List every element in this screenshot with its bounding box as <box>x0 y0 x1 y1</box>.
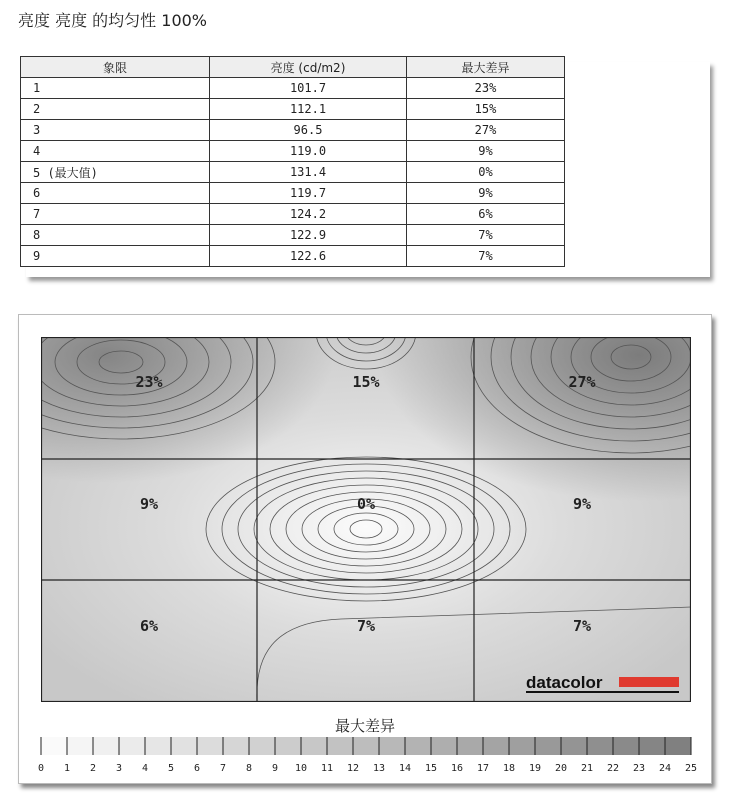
table-row <box>21 246 565 267</box>
quadrant-cell: 3 <box>21 120 210 141</box>
table-row <box>21 183 565 204</box>
legend-swatch <box>197 737 223 755</box>
legend-swatch <box>275 737 301 755</box>
legend-tick-label: 2 <box>89 763 97 774</box>
legend-tick-label: 5 <box>167 763 175 774</box>
max-diff-cell: 9% <box>407 141 565 162</box>
legend-swatch <box>561 737 587 755</box>
legend-tick-label: 15 <box>424 763 438 774</box>
luminance-cell: 131.4 <box>210 162 407 183</box>
luminance-cell: 119.7 <box>210 183 407 204</box>
table-row <box>21 204 565 225</box>
legend-tick-label: 11 <box>320 763 334 774</box>
legend-swatch <box>509 737 535 755</box>
table-row <box>21 162 565 183</box>
legend-tick-label: 1 <box>63 763 71 774</box>
cell-value-label: 15% <box>352 373 380 391</box>
cell-value-label: 23% <box>135 373 163 391</box>
quadrant-cell: 8 <box>21 225 210 246</box>
quadrant-cell: 9 <box>21 246 210 267</box>
page-title: 亮度 亮度 的均匀性 100% <box>18 11 208 30</box>
legend-swatch <box>171 737 197 755</box>
legend-swatch <box>483 737 509 755</box>
legend-tick-label: 24 <box>658 763 672 774</box>
contour-map <box>41 337 691 702</box>
legend-swatch <box>353 737 379 755</box>
header-quadrant: 象限 <box>21 57 210 78</box>
legend-swatch <box>639 737 665 755</box>
legend-swatch <box>665 737 691 755</box>
legend-tick-label: 25 <box>684 763 697 774</box>
header-max-diff: 最大差异 <box>407 57 565 78</box>
legend-swatch <box>327 737 353 755</box>
legend-swatch <box>613 737 639 755</box>
legend-swatch <box>405 737 431 755</box>
legend-swatch <box>67 737 93 755</box>
brand-text: datacolor <box>526 673 603 692</box>
luminance-cell: 101.7 <box>210 78 407 99</box>
cell-value-label: 7% <box>572 617 592 635</box>
legend-swatch <box>41 737 67 755</box>
legend-swatch <box>93 737 119 755</box>
legend-tick-label: 6 <box>193 763 201 774</box>
luminance-cell: 96.5 <box>210 120 407 141</box>
quadrant-cell: 4 <box>21 141 210 162</box>
luminance-cell: 122.6 <box>210 246 407 267</box>
cell-value-label: 27% <box>568 373 596 391</box>
legend-swatch <box>457 737 483 755</box>
legend-title: 最大差异 <box>334 717 395 735</box>
cell-value-label: 7% <box>356 617 376 635</box>
uniformity-map-panel <box>18 314 712 784</box>
legend-tick-label: 10 <box>294 763 308 774</box>
max-diff-cell: 15% <box>407 99 565 120</box>
legend-tick-label: 17 <box>476 763 490 774</box>
legend-tick-label: 20 <box>554 763 568 774</box>
quadrant-cell: 1 <box>21 78 210 99</box>
cell-value-label: 9% <box>139 495 159 513</box>
legend-swatch <box>249 737 275 755</box>
quadrant-cell: 6 <box>21 183 210 204</box>
table-row <box>21 78 565 99</box>
legend-swatch <box>119 737 145 755</box>
legend-tick-label: 23 <box>632 763 646 774</box>
luminance-cell: 112.1 <box>210 99 407 120</box>
max-diff-cell: 7% <box>407 246 565 267</box>
quadrant-cell: 5 (最大值) <box>21 162 210 183</box>
max-diff-cell: 0% <box>407 162 565 183</box>
max-diff-cell: 27% <box>407 120 565 141</box>
cell-value-label: 0% <box>356 495 376 513</box>
legend-tick-label: 0 <box>37 763 45 774</box>
legend-swatch <box>145 737 171 755</box>
legend-tick-label: 14 <box>398 763 412 774</box>
legend-tick-label: 7 <box>219 763 227 774</box>
max-diff-cell: 23% <box>407 78 565 99</box>
uniformity-table <box>20 56 565 267</box>
legend-tick-label: 12 <box>346 763 360 774</box>
table-row <box>21 99 565 120</box>
legend-tick-label: 3 <box>115 763 123 774</box>
quadrant-cell: 2 <box>21 99 210 120</box>
max-diff-cell: 6% <box>407 204 565 225</box>
max-diff-cell: 9% <box>407 183 565 204</box>
max-diff-cell: 7% <box>407 225 565 246</box>
luminance-cell: 122.9 <box>210 225 407 246</box>
legend-tick-label: 9 <box>271 763 279 774</box>
table-row <box>21 120 565 141</box>
legend-tick-label: 8 <box>245 763 253 774</box>
header-luminance: 亮度 (cd/m2) <box>210 57 407 78</box>
luminance-cell: 119.0 <box>210 141 407 162</box>
table-row <box>21 141 565 162</box>
table-row <box>21 225 565 246</box>
legend-swatch <box>379 737 405 755</box>
brand-red-bar <box>619 677 679 687</box>
legend-scale <box>37 735 697 785</box>
cell-value-label: 9% <box>572 495 592 513</box>
legend-tick-label: 16 <box>450 763 464 774</box>
legend-tick-label: 21 <box>580 763 594 774</box>
luminance-cell: 124.2 <box>210 204 407 225</box>
legend-tick-label: 22 <box>606 763 620 774</box>
legend-swatch <box>587 737 613 755</box>
legend-swatch <box>535 737 561 755</box>
legend-tick-label: 19 <box>528 763 542 774</box>
legend-swatch <box>223 737 249 755</box>
legend-tick-label: 4 <box>141 763 149 774</box>
cell-value-label: 6% <box>139 617 159 635</box>
legend-tick-label: 13 <box>372 763 386 774</box>
quadrant-cell: 7 <box>21 204 210 225</box>
legend-swatch <box>431 737 457 755</box>
legend-swatch <box>301 737 327 755</box>
legend-tick-label: 18 <box>502 763 516 774</box>
